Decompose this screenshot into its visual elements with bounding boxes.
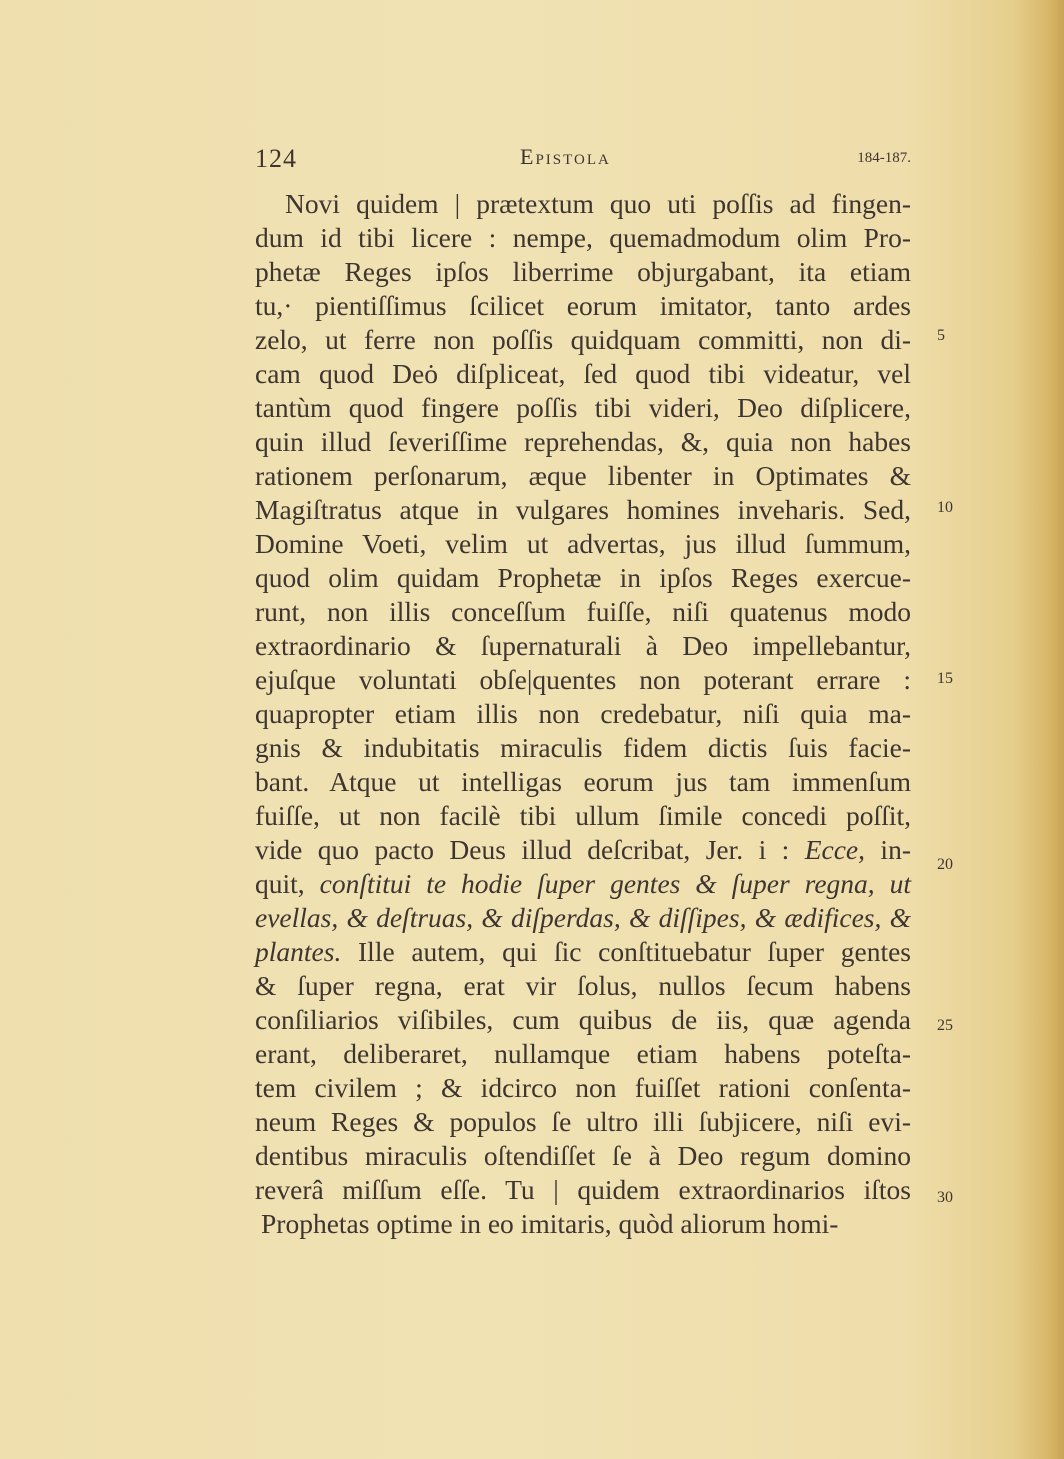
line-text: bant. Atque ut intelligas eorum jus tam immenſum	[255, 766, 911, 797]
running-title: Epistola	[520, 144, 611, 169]
text-line	[255, 595, 911, 629]
text-line	[255, 765, 911, 799]
line-text: dentibus miraculis oſtendiſſet ſe à Deo regum domino	[255, 1140, 911, 1171]
line-text: conſiliarios viſibiles, cum quibus de iis, quæ agenda	[255, 1004, 911, 1035]
margin-line-number: 5	[937, 327, 945, 344]
line-text-after: Ille autem, qui ſic conſtituebatur ſuper gentes	[341, 936, 911, 967]
text-line	[255, 1037, 911, 1071]
text-line	[255, 459, 911, 493]
text-line	[255, 1071, 911, 1105]
text-line	[255, 867, 911, 901]
text-line	[255, 187, 911, 221]
line-text: reverâ miſſum eſſe. Tu | quidem extraordinarios iſtos	[255, 1174, 911, 1205]
text-line	[255, 1003, 911, 1037]
line-text: cam quod Deȯ diſpliceat, ſed quod tibi videatur, vel	[255, 358, 911, 389]
text-line	[255, 221, 911, 255]
margin-line-number: 15	[937, 670, 953, 687]
line-text: & ſuper regna, erat vir ſolus, nullos ſecum habens	[255, 970, 911, 1001]
text-line	[255, 391, 911, 425]
page-range: 184-187.	[857, 150, 911, 166]
line-text: quod olim quidam Prophetæ in ipſos Reges exercue-	[255, 562, 911, 593]
line-text: extraordinario & ſupernaturali à Deo impellebantur,	[255, 630, 911, 661]
text-line	[255, 833, 911, 867]
page-number: 124	[255, 144, 297, 173]
line-text: Prophetas optime in eo imitaris, quòd aliorum homi-	[261, 1208, 839, 1239]
text-line	[255, 629, 911, 663]
margin-line-number: 10	[937, 499, 953, 516]
text-line	[255, 561, 911, 595]
line-text: tem civilem ; & idcirco non fuiſſet rationi conſenta-	[255, 1072, 911, 1103]
line-text: neum Reges & populos ſe ultro illi ſubjicere, niſi evi-	[255, 1106, 911, 1137]
text-line	[255, 901, 911, 935]
line-text: phetæ Reges ipſos liberrime objurgabant, ita etiam	[255, 256, 911, 287]
text-line	[255, 1173, 911, 1207]
text-line	[255, 357, 911, 391]
line-text: gnis & indubitatis miraculis fidem dictis ſuis facie-	[255, 732, 911, 763]
line-text: quapropter etiam illis non credebatur, niſi quia ma-	[255, 698, 911, 729]
line-text: ejuſque voluntati obſe|quentes non poterant errare :	[255, 664, 911, 695]
line-italic-text: conſtitui te hodie ſuper gentes & ſuper regna, ut	[319, 868, 912, 899]
text-line	[255, 493, 911, 527]
text-line	[255, 663, 911, 697]
line-text: fuiſſe, ut non facilè tibi ullum ſimile concedi poſſit,	[255, 800, 911, 831]
text-line	[255, 799, 911, 833]
text-line	[255, 255, 911, 289]
line-text: tu,· pientiſſimus ſcilicet eorum imitator, tanto ardes	[255, 290, 911, 321]
margin-line-number: 25	[937, 1017, 953, 1034]
line-italic-text: Ecce,	[804, 834, 865, 865]
line-text: Novi quidem | prætextum quo uti poſſis ad fingen-	[285, 188, 911, 219]
line-text: quin illud ſeveriſſime reprehendas, &, quia non habes	[255, 426, 911, 457]
line-text: runt, non illis conceſſum fuiſſe, niſi quatenus modo	[255, 596, 911, 627]
running-head	[255, 140, 911, 174]
line-text: zelo, ut ferre non poſſis quidquam committi, non di-	[255, 324, 911, 355]
text-line	[255, 289, 911, 323]
text-line	[261, 1207, 917, 1241]
line-text: rationem perſonarum, æque libenter in Optimates &	[255, 460, 911, 491]
margin-line-number: 20	[937, 856, 953, 873]
line-text-after: in-	[865, 834, 911, 865]
text-line	[255, 969, 911, 1003]
margin-line-number: 30	[937, 1189, 953, 1206]
text-line	[255, 1139, 911, 1173]
text-line	[255, 935, 911, 969]
line-text: tantùm quod fingere poſſis tibi videri, Deo diſplicere,	[255, 392, 911, 423]
text-line	[255, 527, 911, 561]
line-text: dum id tibi licere : nempe, quemadmodum olim Pro-	[255, 222, 911, 253]
text-line	[255, 697, 911, 731]
text-line	[255, 425, 911, 459]
line-text: Domine Voeti, velim ut advertas, jus illud ſummum,	[255, 528, 911, 559]
text-line	[255, 1105, 911, 1139]
line-text: erant, deliberaret, nullamque etiam habens poteſta-	[255, 1038, 911, 1069]
text-line	[255, 731, 911, 765]
line-italic-text: evellas, & deſtruas, & diſperdas, & diſſipes, & ædifices, &	[255, 902, 911, 933]
text-line	[255, 323, 911, 357]
line-text: Magiſtratus atque in vulgares homines inveharis. Sed,	[255, 494, 911, 525]
line-italic-text: plantes.	[255, 936, 342, 967]
line-text: vide quo pacto Deus illud deſcribat, Jer. i :	[255, 834, 805, 865]
line-text: quit,	[255, 868, 320, 899]
